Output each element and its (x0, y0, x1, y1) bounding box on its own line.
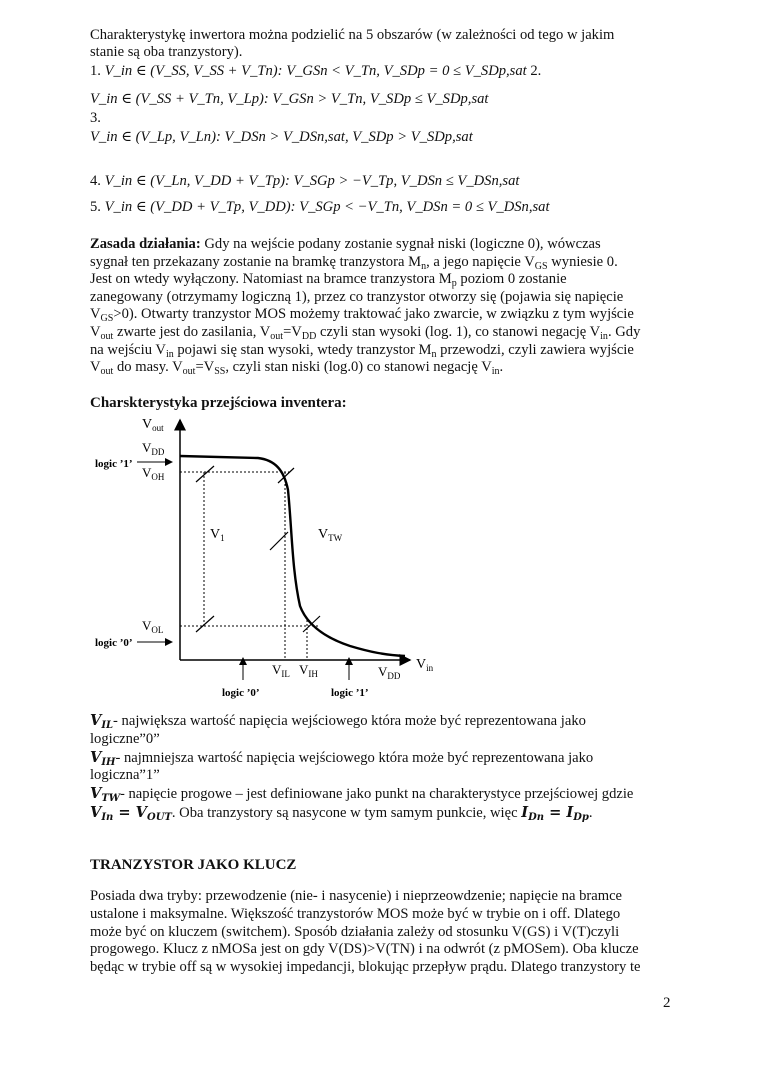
region-2-number: 2. (530, 63, 542, 79)
paragraph-line: ustalone i maksymalne. Większość tranzystorów MOS może być w trybie on i off. Dlatego (90, 905, 621, 922)
vin-vout-equation: $V_{In} = V_{OUT}$ (90, 803, 172, 823)
vout-label: $V_{out}$ (142, 417, 164, 433)
region-2-range: V_in ∈ (V_SS + V_Tn, V_Lp) (90, 91, 264, 107)
intro-paragraph (90, 27, 680, 62)
region-1-condition: V_GSn < V_Tn, V_SDp = 0 ≤ V_SDp,sat (286, 63, 527, 79)
voh-label: $V_{OH}$ (142, 465, 165, 482)
zasada-paragraph: Zasada działania: Gdy na wejście podany zostanie sygnał niski (logiczne 0), wówczas sygnał ten przekazany zostanie na bramkę tranzystora $M_n$, a jego napięcie $V_{GS}$ wyniesie 0. Jest on wtedy wyłączony. Natomiast na bramce tranzystora $M_p$ poziom 0 zostanie zanegowany (otrzymamy logiczną 1), przez co tranzystor otworzy się (pojawia się napięcie $V_{GS}>0$). Otwarty tranzystor MOS możemy traktować jako zwarcie, w związku z tym wyjście $V_{out}$ zwarte jest do zasilania, $V_{out}=V_{DD}$ czyli stan wysoki (log. 1), co stanowi negację $V_{in}$. Gdy na wejściu $V_{in}$ pojawi się stan wysoki, wtedy tranzystor $M_n$ przewodzi, czyli zawiera wyjście $V_{out}$ do masy. $V_{out}=V_{SS}$, czyli stan niski (log.0) co stanowi negację $V_{in}$. (90, 236, 641, 378)
vol-label: $V_{OL}$ (142, 618, 164, 635)
vtw-label: $V_{TW}$ (318, 527, 343, 543)
chart-heading: Charskterystyka przejściowa inventera: (90, 395, 347, 411)
section-paragraph (90, 888, 680, 977)
v1-mark-bottom (196, 616, 214, 632)
region-1-formula: 1. V_in ∈ (V_SS, V_SS + V_Tn): V_GSn < V_Tn, V_SDp = 0 ≤ V_SDp,sat 2. (90, 63, 542, 79)
idn-idp-equation: $I_{Dn} = I_{Dp}$ (521, 803, 589, 823)
paragraph-line: progowego. Klucz z nMOSa jest on gdy V(DS)>V(TN) i na odwrót (z pMOSem). Oba klucze (90, 941, 639, 958)
vdd-label: $V_{DD}$ (142, 440, 165, 457)
vih-tick-label: $V_{IH}$ (299, 662, 318, 679)
region-3-condition: V_DSn > V_DSn,sat, V_SDp > V_SDp,sat (224, 129, 473, 145)
region-5-formula: 5. V_in ∈ (V_DD + V_Tp, V_DD): V_SGp < −V_Tn, V_DSn = 0 ≤ V_DSn,sat (90, 199, 550, 215)
logic-0-bottom-label: logic ’0’ (222, 687, 260, 699)
vtw-symbol: $V_{TW}$ (90, 785, 120, 805)
region-3-range: V_in ∈ (V_Lp, V_Ln) (90, 129, 216, 145)
zasada-label: Zasada działania: (90, 236, 201, 252)
region-2-condition: V_GSn > V_Tn, V_SDp ≤ V_SDp,sat (272, 91, 489, 107)
region-3-number: 3. (90, 110, 101, 126)
intro-line-2: stanie są oba tranzystory). (90, 44, 243, 61)
region-2-formula: V_in ∈ (V_SS + V_Tn, V_Lp): V_GSn > V_Tn, V_SDp ≤ V_SDp,sat (90, 91, 489, 107)
region-5-condition: V_SGp < −V_Tn, V_DSn = 0 ≤ V_DSn,sat (299, 199, 550, 215)
region-1-range: V_in ∈ (V_SS, V_SS + V_Tn) (104, 63, 278, 79)
region-5-range: V_in ∈ (V_DD + V_Tp, V_DD) (104, 199, 291, 215)
section-heading: TRANZYSTOR JAKO KLUCZ (90, 857, 297, 873)
paragraph-line: będąc w trybie off są w wysokiej impedancji, blokując przepływ prądu. Dlatego tranzystory te (90, 959, 641, 976)
logic-0-left-label: logic ’0’ (95, 637, 133, 649)
transfer-characteristic-chart (0, 410, 760, 710)
vil-symbol: $V_{IL}$ (90, 712, 114, 731)
logic-1-left-label: logic ’1’ (95, 458, 133, 470)
definitions: $V_{IL}-$ największa wartość napięcia wejściowego która może być reprezentowana jako logiczne”0” $V_{IH}-$ najmniejsza wartość napięcia wejściowego która może być reprezentowana jako logiczna”1” $V_{TW}-$ napięcie progowe – jest definiowane jako punkt na charakterystyce przejściowej gdzie $V_{In} = V_{OUT}$. Oba tranzystory są nasycone w tym samym punkcie, więc $I_{Dn} = I_{Dp}$. (90, 712, 634, 823)
paragraph-line: może być on kluczem (switchem). Sposób działania zależy od stosunku V(GS) i V(T)czyli (90, 923, 620, 940)
logic-1-bottom-label: logic ’1’ (331, 687, 369, 699)
v1-mark-top (196, 466, 214, 482)
region-4-formula: 4. V_in ∈ (V_Ln, V_DD + V_Tp): V_SGp > −V_Tp, V_DSn ≤ V_DSn,sat (90, 173, 520, 189)
vih-symbol: $V_{IH}$ (90, 748, 116, 768)
vdd-tick-label: $V_{DD}$ (378, 664, 401, 681)
region-4-condition: V_SGp > −V_Tp, V_DSn ≤ V_DSn,sat (293, 173, 520, 189)
vil-tick-label: $V_{IL}$ (272, 662, 290, 679)
v1-label: $V_1$ (210, 527, 225, 543)
page-number: 2 (663, 995, 671, 1011)
intro-line-1: Charakterystykę inwertora można podzielić na 5 obszarów (w zależności od tego w jakim (90, 27, 615, 43)
vin-label: $V_{in}$ (416, 657, 434, 673)
region-3-formula: V_in ∈ (V_Lp, V_Ln): V_DSn > V_DSn,sat, V_SDp > V_SDp,sat (90, 129, 473, 145)
region-4-range: V_in ∈ (V_Ln, V_DD + V_Tp) (104, 173, 285, 189)
paragraph-line: Posiada dwa tryby: przewodzenie (nie- i nasycenie) i nieprzeowdzenie; napięcie na bramce (90, 888, 623, 904)
